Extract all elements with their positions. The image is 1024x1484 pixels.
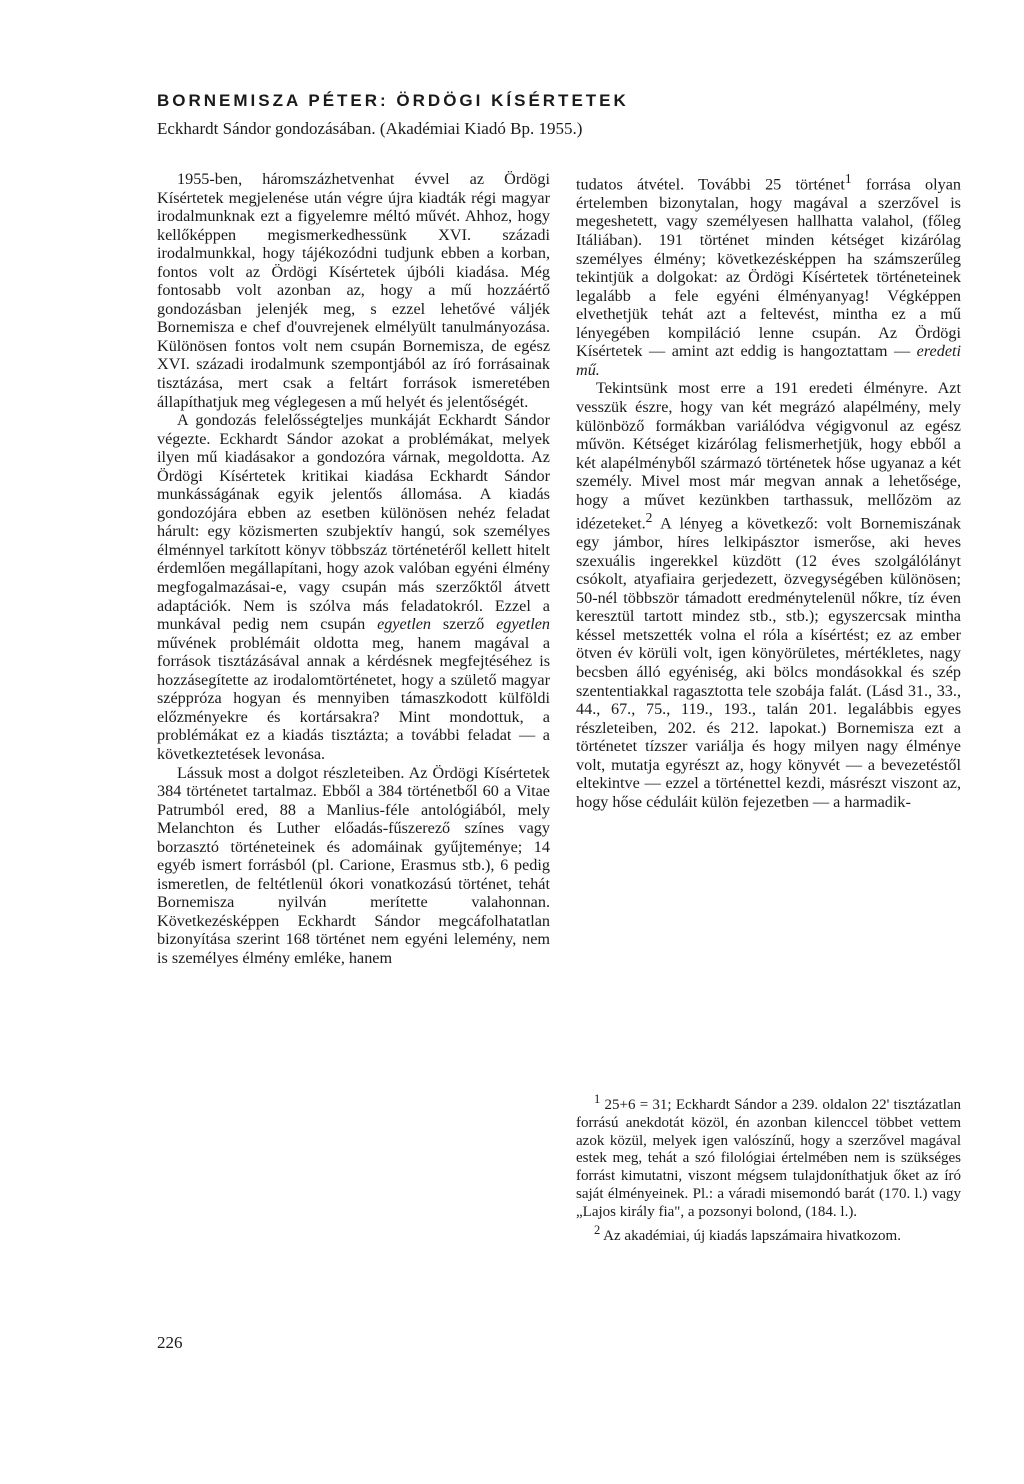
footnote-ref: 2 bbox=[645, 510, 653, 526]
footnote-text: 25+6 = 31; Eckhardt Sándor a 239. oldalon 22' tisztázatlan forrású anekdotát közöl, én azonban kilenccel többet vettem azok közül, melyek igen valószínű, hogy a szerzővel magával estek meg, tehát a szó filológiai értelmében nem is szükséges forrást kimutatni, viszont mégsem tulajdoníthatjuk őket az író saját élményeinek. Pl.: a váradi misemondó barát (170. l.) vagy „Lajos király fia", a pozsonyi bolond, (184. l.). bbox=[576, 1097, 961, 1220]
book-title: BORNEMISZA PÉTER: ÖRDÖGI KÍSÉRTETEK bbox=[157, 91, 629, 110]
page-header bbox=[157, 90, 957, 140]
left-column bbox=[157, 170, 550, 968]
emphasis: egyetlen bbox=[496, 615, 550, 634]
footnotes bbox=[576, 1091, 961, 1245]
footnote-mark: 1 bbox=[594, 1092, 601, 1106]
footnote bbox=[576, 1222, 961, 1246]
book-subtitle: Eckhardt Sándor gondozásában. (Akadémiai Kiadó Bp. 1955.) bbox=[157, 119, 583, 138]
emphasis: eredeti mű. bbox=[576, 342, 961, 379]
paragraph bbox=[576, 379, 961, 811]
page-number: 226 bbox=[157, 1333, 183, 1352]
paragraph: 1955-ben, háromszázhetvenhat évvel az Ördögi Kísértetek megjelenése után végre újra kiadták régi magyar irodalmunknak ezt a figyelemre méltó művét. Ahhoz, hogy kellőképpen megismerkedhessünk XVI. századi irodalmunkkal, hogy tájékozódni tudjunk ebben a korban, fontos volt az Ördögi Kísértetek újbóli kiadása. Még fontosabb volt azonban az, hogy a mű hozzáértő gondozásban jelenjék meg, s ezzel lehetővé váljék Bornemisza e chef d'ouvrejenek elmélyült tanulmányozása. Különösen fontos volt nem csupán Bornemisza, de egész XVI. századi irodalmunk szempontjából az író forrásainak tisztázása, mert csak a feltárt források ismeretében állapíthatjuk meg véglegesen a mű helyét és jelentőségét. bbox=[157, 170, 550, 411]
text-run: A lényeg a következő: volt Bornemiszának egy jámbor, híres lelkipásztor ismerőse, aki heves szexuális ingerekkel küzdött (12 éves szolgálólányt csókolt, atyafiaira gerjedezett, özvegységében különösen; 50-nél többször támadott eredménytelenül nőkre, tíz éven keresztül tartott mindez stb., stb.); egyszercsak mintha késsel metszették volna el róla a kísértést; ez az ember ötven év körüli volt, igen könyörületes, mértékletes, nagy becsben álló egyéniség, aki bölcs mondásokkal és szép szententiakkal ragasztotta tele szobája falát. (Lásd 31., 33., 44., 67., 75., 119., 193., talán 201. legalábbis egyes részleteiben, 202. és 212. lapokat.) Bornemisza ezt a történetet tízszer variálja és hogy milyen nagy élménye volt, mutatja egyrészt az, hogy könyvét — a bevezetéstől eltekintve — ezzel a történettel kezdi, másrészt viszont az, hogy hőse céduláit külön fejezetben — a harmadik- bbox=[576, 514, 961, 811]
footnote bbox=[576, 1091, 961, 1222]
emphasis: egyetlen bbox=[377, 615, 431, 634]
footnote-ref: 1 bbox=[844, 171, 852, 186]
paragraph bbox=[157, 411, 550, 763]
text-run: szerző bbox=[431, 615, 497, 634]
text-run: művének problémáit oldotta meg, hanem magával a források tisztázásával annak a kérdésnek megfejtéséhez is hozzásegítette az irodalomtörténetet, hogy a születő magyar széppróza hogyan és mennyiben támaszkodott külföldi előzményekre és kortársakra? Mint mondottuk, a problémákat ez a kiadás tisztázta; a további feladat — a következtetések levonása. bbox=[157, 633, 550, 763]
footnote-mark: 2 bbox=[594, 1222, 601, 1237]
paragraph: Lássuk most a dolgot részleteiben. Az Ördögi Kísértetek 384 történetet tartalmaz. Ebből a 384 történetből 60 a Vitae Patrumból ered, 88 a Manlius-féle antológiából, mely Melanchton és Luther előadás-fűszerező színes vagy borzasztó történeteinek és adomáinak gyűjteménye; 14 egyéb ismert forrásból (pl. Carione, Erasmus stb.), 6 pedig ismeretlen, de feltétlenül ókori vonatkozású történet, tehát Bornemisza nyilván merítette valahonnan. Következésképpen Eckhardt Sándor megcáfolhatatlan bizonyítása szerint 168 történet nem egyéni lelemény, nem is személyes élmény emléke, hanem bbox=[157, 763, 550, 967]
text-run: forrása olyan értelemben bizonytalan, hogy magával a szerzővel is megeshetett, vagy személyesen hallhatta valahol, (főleg Itáliában). 191 történet minden kétséget kizárólag személyes élmény; következésképpen ha számszerűleg tekintjük a dolgokat: az Ördögi Kísértetek történeteinek legalább a fele egyéni élményanyag! Végképpen elvethetjük tehát azt a feltevést, mintha ez a mű lényegében kompiláció lenne csupán. Az Ördögi Kísértetek — amint azt eddig is hangoztattam — bbox=[576, 175, 961, 361]
text-run: A gondozás felelősségteljes munkáját Eckhardt Sándor végezte. Eckhardt Sándor azokat a problémákat, melyek ilyen mű kiadásakor a gondozóra várnak, megoldotta. Az Ördögi Kísértetek kritikai kiadása Eckhardt Sándor munkásságának egyik jelentős állomása. A kiadás gondozójára ebben az esetben különösen nehéz feladat hárult: egy közismerten szubjektív hangú, sok személyes élménnyel tarkított könyv többszáz történetéről kellett hitelt érdemlően megállapítani, hogy azok valóban egyéni élmény megfogalmazásai-e, vagy csupán más szerzőktől átvett adaptációk. Nem is szólva más feladatokról. Ezzel a munkával pedig nem csupán bbox=[157, 411, 550, 634]
text-run: Tekintsünk most erre a 191 eredeti élményre. Azt vesszük észre, hogy van két megrázó alapélmény, mely különböző formákban variálódva végigvonul az egész művön. Kétséget kizárólag felismerhetjük, hogy ebből a két alapélményből származó történetek hőse ugyanaz a két személy. Mivel most már megvan annak a lehetősége, hogy a művet kezünkben tarthassuk, mellőzöm az idézeteket. bbox=[576, 379, 961, 533]
text-run: tudatos átvétel. További 25 történet bbox=[576, 175, 845, 194]
right-column bbox=[576, 170, 961, 811]
footnote-text: Az akadémiai, új kiadás lapszámaira hivatkozom. bbox=[600, 1227, 901, 1244]
paragraph bbox=[576, 170, 961, 379]
